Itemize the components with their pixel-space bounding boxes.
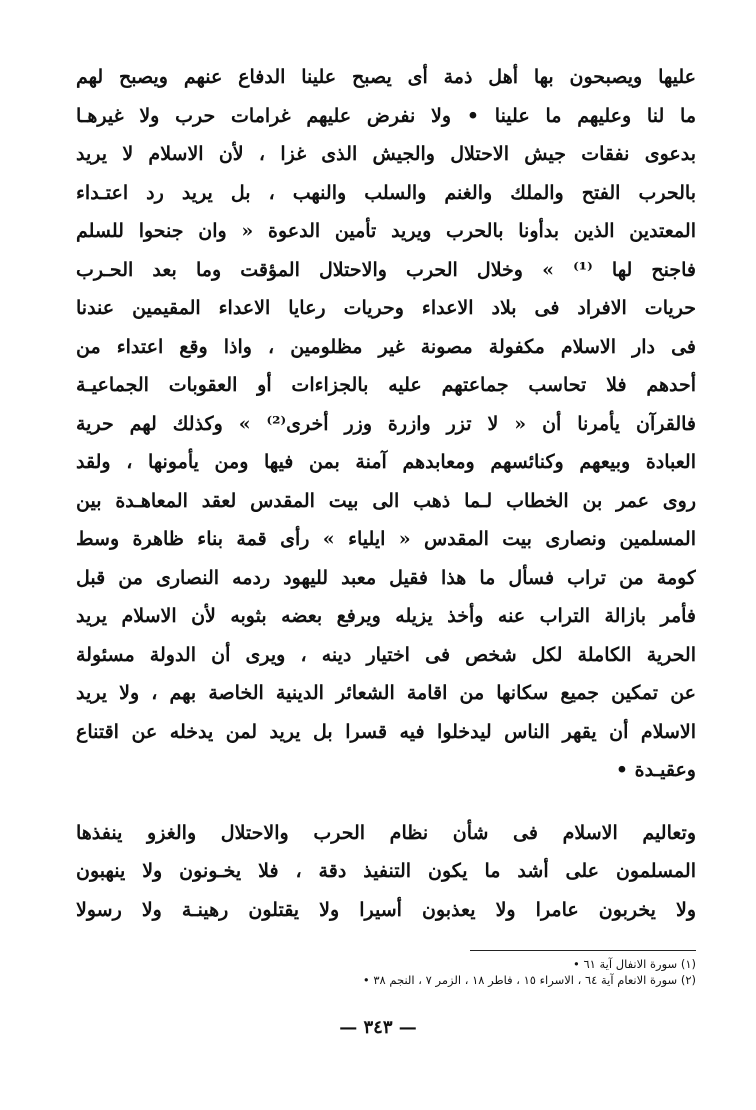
text-line: ولا يخربون عامرا ولا يعذبون أسيرا ولا يقتلون رهينـة ولا رسولا: [76, 898, 696, 921]
paragraph-gap: [76, 790, 696, 814]
text-line: روى عمر بن الخطاب لـما ذهب الى بيت المقدس لعقد المعاهـدة بين: [76, 489, 696, 512]
page-number: — ٣٤٣ —: [339, 1017, 417, 1038]
text-line: المسلمين ونصارى بيت المقدس « ايلياء » رأى قمة بناء ظاهرة وسط: [76, 528, 696, 550]
footnote-divider: [470, 950, 696, 951]
text-line: فأمر بازالة التراب عنه وأخذ يزيله ويرفع بعضه بثوبه لأن الاسلام يريد: [76, 605, 696, 627]
text-line: المسلمون على أشد ما يكون التنفيذ دقة ، فلا يخـونون ولا ينهبون: [76, 860, 696, 882]
text-line: وتعاليم الاسلام فى شأن نظام الحرب والاحتلال والغزو ينفذها: [76, 821, 696, 844]
text-line: فالقرآن يأمرنا أن « لا تزر وازرة وزر أخرى⁽²⁾ » وكذلك لهم حرية: [76, 412, 696, 435]
text-line: عليها ويصبحون بها أهل ذمة أى يصبح علينا الدفاع عنهم ويصبح لهم: [76, 66, 696, 88]
footnote: (١) سورة الانفال آية ٦١ •: [573, 957, 696, 971]
text-line: ما لنا وعليهم ما علينا • ولا نفرض عليهم غرامات حرب ولا غيرهـا: [76, 104, 696, 127]
main-text: [76, 58, 696, 929]
text-line: الحرية الكاملة لكل شخص فى اختيار دينه ، ويرى أن الدولة مسئولة: [76, 643, 696, 666]
text-line: الاسلام أن يقهر الناس ليدخلوا فيه قسرا بل يريد لمن يدخله عن اقتناع: [76, 720, 696, 743]
text-line: بالحرب الفتح والملك والغنم والسلب والنهب ، بل يريد رد اعتـداء: [76, 181, 696, 204]
text-line: المعتدين الذين بدأونا بالحرب ويريد تأمين الدعوة « وان جنحوا للسلم: [76, 220, 696, 242]
footnotes: [130, 956, 696, 988]
text-line: بدعوى نفقات جيش الاحتلال والجيش الذى غزا ، لأن الاسلام لا يريد: [76, 143, 696, 165]
text-line: العبادة وبيعهم وكنائسهم ومعابدهم آمنة بمن فيها ومن يأمونها ، ولقد: [76, 451, 696, 473]
text-line: وعقيـدة •: [615, 759, 696, 781]
text-line: فى دار الاسلام مكفولة مصونة غير مظلومين ، واذا وقع اعتداء من: [76, 335, 696, 358]
paragraph-1: [76, 58, 696, 790]
footnote: (٢) سورة الانعام آية ٦٤ ، الاسراء ١٥ ، فاطر ١٨ ، الزمر ٧ ، النجم ٣٨ •: [362, 973, 696, 987]
text-line: عن تمكين جميع سكانها من اقامة الشعائر الدينية الخاصة بهم ، ولا يريد: [76, 682, 696, 704]
text-line: كومة من تراب فسأل ما هذا فقيل معبد لليهود ردمه النصارى من قبل: [76, 566, 696, 589]
text-line: أحدهم فلا تحاسب جماعتهم عليه بالجزاءات أو العقوبات الجماعيـة: [76, 374, 696, 396]
text-line: حريات الافراد فى بلاد الاعداء وحريات رعايا الاعداء المقيمين عندنا: [76, 297, 696, 319]
paragraph-2: [76, 814, 696, 930]
text-line: فاجنح لها ⁽¹⁾ » وخلال الحرب والاحتلال المؤقت وما بعد الحـرب: [76, 258, 696, 281]
